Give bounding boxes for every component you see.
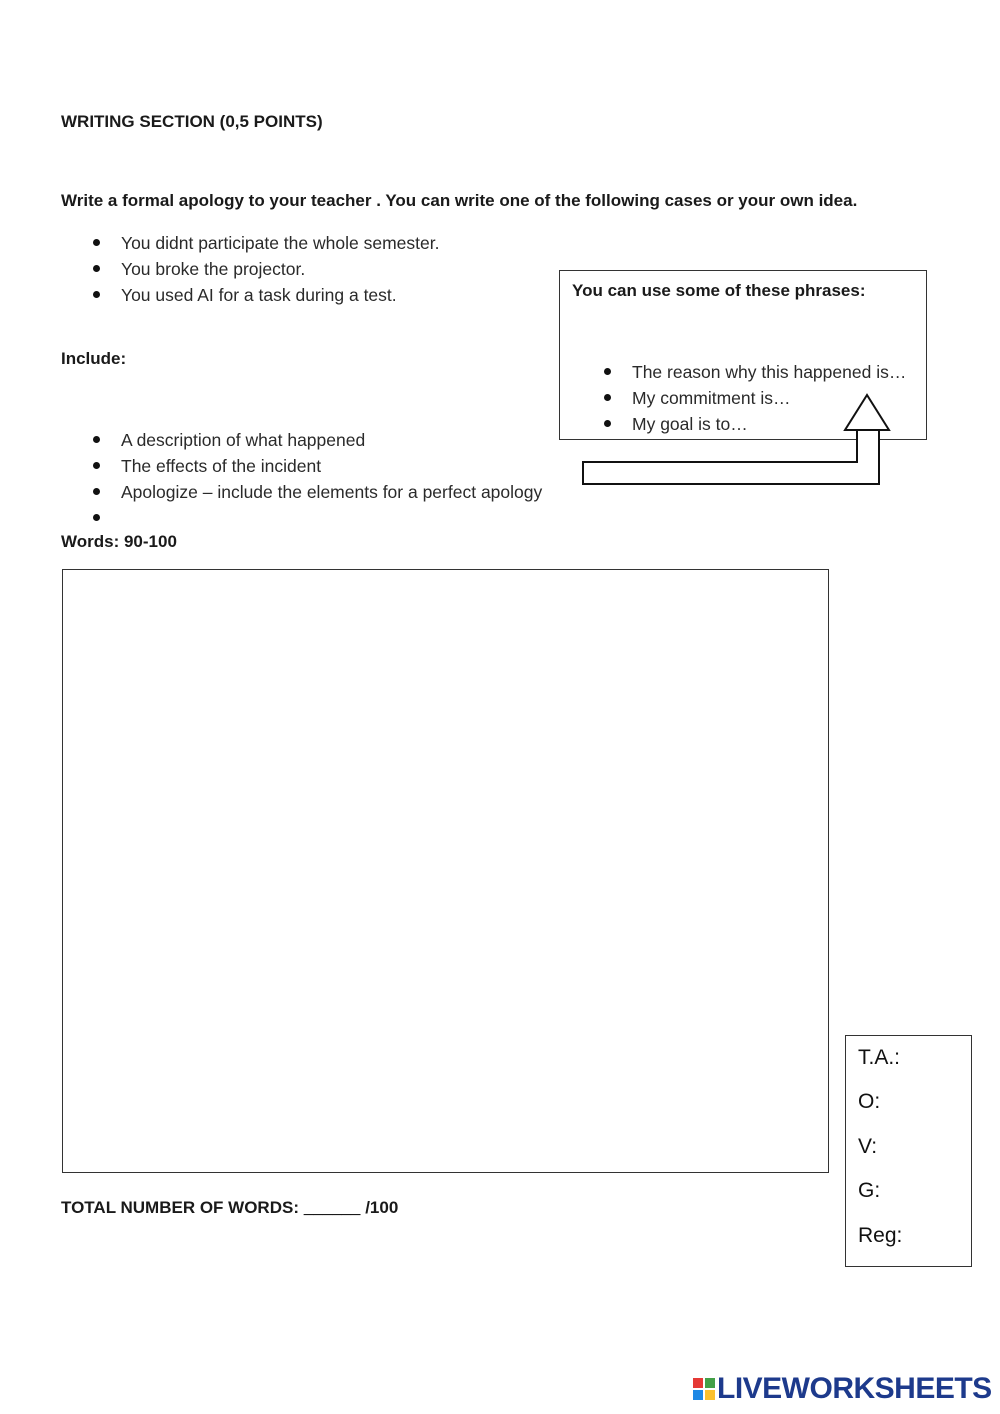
score-reg: Reg: xyxy=(858,1224,903,1247)
include-list xyxy=(61,429,542,533)
include-label: Include: xyxy=(61,349,127,368)
list-item: A description of what happened xyxy=(61,429,542,455)
total-words-line xyxy=(61,1197,398,1219)
logo-icon xyxy=(693,1378,715,1400)
score-o: O: xyxy=(858,1090,881,1113)
total-words-blank[interactable]: ______ xyxy=(303,1198,361,1217)
logo-text: LIVEWORKSHEETS xyxy=(717,1372,992,1405)
list-item: You broke the projector. xyxy=(61,258,439,284)
cases-list xyxy=(61,232,439,310)
score-ta: T.A.: xyxy=(858,1046,901,1069)
bent-arrow-icon xyxy=(580,392,900,490)
score-v: V: xyxy=(858,1135,878,1158)
section-title: WRITING SECTION (0,5 POINTS) xyxy=(61,112,323,131)
words-label: Words: 90-100 xyxy=(61,532,177,551)
list-item: Apologize – include the elements for a perfect apology xyxy=(61,481,542,507)
list-item: My commitment is… xyxy=(572,387,922,413)
phrases-title: You can use some of these phrases: xyxy=(572,281,866,300)
list-item xyxy=(61,507,542,533)
total-words-label: TOTAL NUMBER OF WORDS: xyxy=(61,1198,299,1217)
score-box xyxy=(845,1035,972,1267)
list-item: You didnt participate the whole semester. xyxy=(61,232,439,258)
writing-area[interactable] xyxy=(62,569,829,1173)
list-item: The reason why this happened is… xyxy=(572,361,922,387)
total-words-suffix: /100 xyxy=(365,1198,399,1217)
list-item: My goal is to… xyxy=(572,413,922,439)
instruction-text: Write a formal apology to your teacher . You can write one of the following cases or your own idea. xyxy=(61,191,858,210)
liveworksheets-logo xyxy=(693,1374,993,1408)
score-g: G: xyxy=(858,1179,881,1202)
list-item: The effects of the incident xyxy=(61,455,542,481)
list-item: You used AI for a task during a test. xyxy=(61,284,439,310)
